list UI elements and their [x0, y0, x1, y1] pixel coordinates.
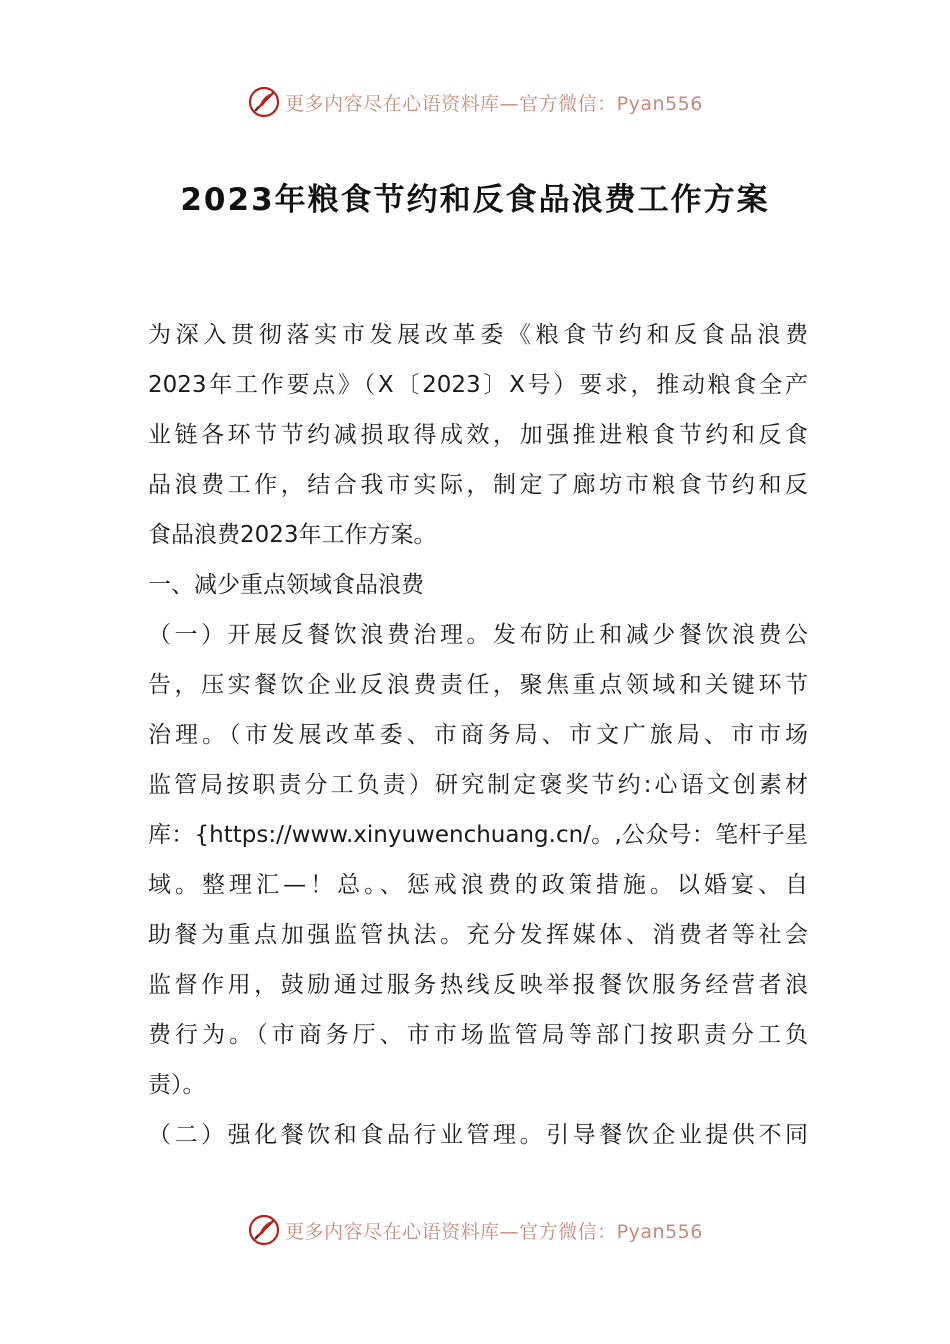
body-line: 监督作用，鼓励通过服务热线反映举报餐饮服务经营者浪 — [148, 972, 808, 998]
body-line: 费行为。（市商务厅、市市场监管局等部门按职责分工负 — [148, 1022, 808, 1048]
body-line: 2023年工作要点》（X〔2023〕X号）要求，推动粮食全产 — [148, 372, 808, 398]
body-line: 责）。 — [148, 1072, 206, 1098]
body-line: 域。整理汇—！总。、惩戒浪费的政策措施。以婚宴、自 — [148, 872, 808, 898]
section-heading: 一、减少重点领域食品浪费 — [148, 572, 424, 598]
body-line: 助餐为重点加强监管执法。充分发挥媒体、消费者等社会 — [148, 922, 808, 948]
body-line: 治理。（市发展改革委、市商务局、市文广旅局、市市场 — [148, 722, 808, 748]
body-line: 告，压实餐饮企业反浪费责任，聚焦重点领域和关键环节 — [148, 672, 808, 698]
document-body — [148, 310, 808, 1160]
quill-logo-icon — [247, 1213, 281, 1247]
body-line: 库：{https://www.xinyuwenchuang.cn/。,公众号：笔杆子星 — [148, 822, 808, 848]
header-watermark-banner — [0, 82, 950, 122]
body-line: 业链各环节节约减损取得成效，加强推进粮食节约和反食 — [148, 422, 808, 448]
body-line: 监管局按职责分工负责）研究制定褒奖节约:心语文创素材 — [148, 772, 808, 798]
header-watermark-text: 更多内容尽在心语资料库—官方微信：Pyan556 — [285, 92, 703, 115]
body-line: （一）开展反餐饮浪费治理。发布防止和减少餐饮浪费公 — [148, 622, 808, 648]
footer-watermark-text: 更多内容尽在心语资料库—官方微信：Pyan556 — [285, 1220, 703, 1243]
body-line: 为深入贯彻落实市发展改革委《粮食节约和反食品浪费 — [148, 322, 808, 348]
body-line: （二）强化餐饮和食品行业管理。引导餐饮企业提供不同 — [148, 1122, 808, 1148]
footer-watermark-banner — [0, 1210, 950, 1250]
body-line: 品浪费工作，结合我市实际，制定了廊坊市粮食节约和反 — [148, 472, 808, 498]
quill-logo-icon — [247, 85, 281, 119]
document-title: 2023年粮食节约和反食品浪费工作方案 — [180, 182, 770, 218]
body-line: 食品浪费2023年工作方案。 — [148, 522, 437, 548]
